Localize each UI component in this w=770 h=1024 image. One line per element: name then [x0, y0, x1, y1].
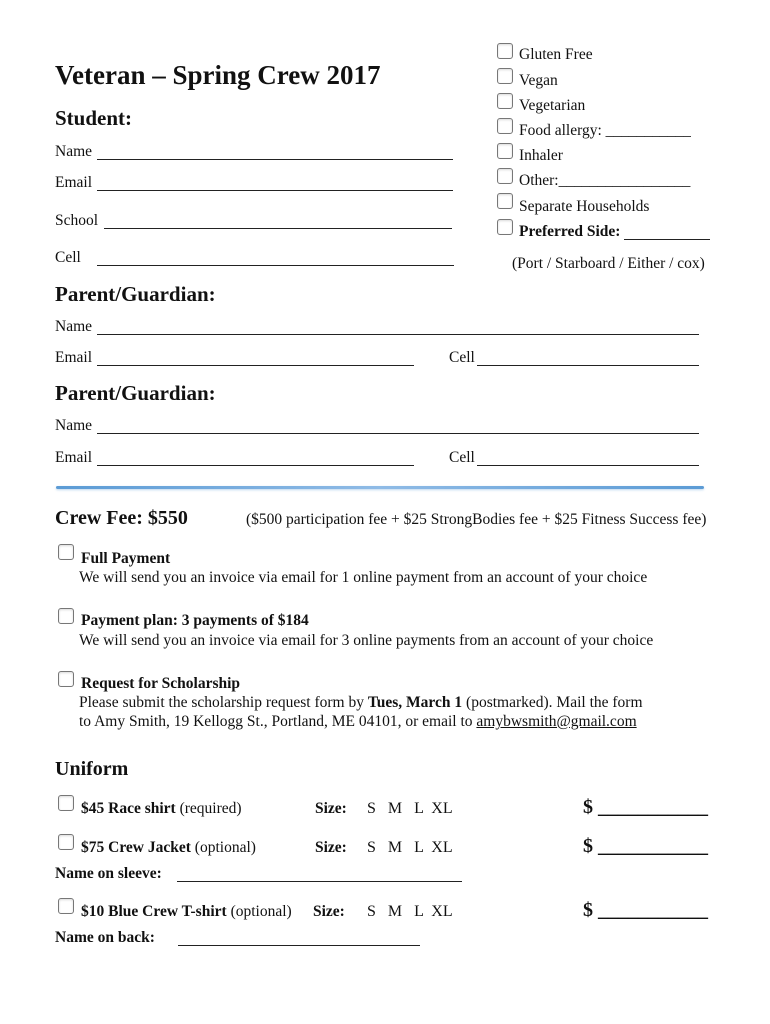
parent1-name-label: Name [55, 318, 93, 335]
student-cell-field[interactable] [97, 265, 454, 266]
race-shirt-label: $45 Race shirt (required) [81, 800, 242, 817]
parent1-email-label: Email [55, 349, 93, 366]
student-cell-label: Cell [55, 249, 81, 266]
full-payment-desc: We will send you an invoice via email for 1 online payment from an account of your choice [79, 569, 648, 586]
student-email-label: Email [55, 174, 93, 191]
parent1-name-field[interactable] [97, 334, 699, 335]
parent1-heading: Parent/Guardian: [55, 282, 216, 306]
inhaler-checkbox[interactable] [497, 143, 513, 159]
student-email-field[interactable] [97, 190, 453, 191]
parent1-cell-label: Cell [449, 349, 475, 366]
back-name-label: Name on back: [55, 929, 155, 946]
full-payment-title: Full Payment [81, 550, 171, 567]
parent2-name-field[interactable] [97, 433, 699, 434]
parent2-cell-label: Cell [449, 449, 475, 466]
tshirt-size-label: Size: [313, 903, 345, 920]
parent2-email-label: Email [55, 449, 93, 466]
vegan-checkbox[interactable] [497, 68, 513, 84]
uniform-heading: Uniform [55, 758, 129, 780]
section-divider [56, 486, 704, 489]
tshirt-label: $10 Blue Crew T-shirt (optional) [81, 903, 292, 920]
parent2-cell-field[interactable] [477, 465, 699, 466]
student-name-field[interactable] [97, 159, 453, 160]
vegan-label: Vegan [519, 72, 558, 89]
parent2-name-label: Name [55, 417, 93, 434]
back-name-field[interactable] [178, 945, 420, 946]
crew-jacket-checkbox[interactable] [58, 834, 74, 850]
payment-plan-title: Payment plan: 3 payments of $184 [81, 612, 309, 629]
race-shirt-checkbox[interactable] [58, 795, 74, 811]
scholarship-email-link[interactable]: amybwsmith@gmail.com [476, 713, 637, 730]
sleeve-name-field[interactable] [177, 881, 462, 882]
gluten-free-checkbox[interactable] [497, 43, 513, 59]
other-checkbox[interactable] [497, 168, 513, 184]
inhaler-label: Inhaler [519, 147, 563, 164]
student-name-label: Name [55, 143, 93, 160]
food-allergy-label[interactable]: Food allergy: ___________ [519, 122, 691, 139]
crew-fee-breakdown: ($500 participation fee + $25 StrongBodies fee + $25 Fitness Success fee) [246, 511, 707, 528]
scholarship-title: Request for Scholarship [81, 675, 241, 692]
student-school-label: School [55, 212, 99, 229]
parent2-heading: Parent/Guardian: [55, 381, 216, 405]
parent1-email-field[interactable] [97, 365, 414, 366]
race-shirt-amount[interactable]: $ ___________ [583, 796, 708, 818]
tshirt-sizes[interactable]: S M L XL [367, 903, 453, 920]
crew-jacket-amount[interactable]: $ ___________ [583, 835, 708, 857]
food-allergy-checkbox[interactable] [497, 118, 513, 134]
race-shirt-size-label: Size: [315, 800, 347, 817]
crew-jacket-sizes[interactable]: S M L XL [367, 839, 453, 856]
separate-households-label: Separate Households [519, 198, 650, 215]
separate-households-checkbox[interactable] [497, 193, 513, 209]
crew-jacket-label: $75 Crew Jacket (optional) [81, 839, 256, 856]
side-choices-text: (Port / Starboard / Either / cox) [512, 255, 705, 272]
payment-plan-checkbox[interactable] [58, 608, 74, 624]
student-school-field[interactable] [104, 228, 452, 229]
scholarship-line2: to Amy Smith, 19 Kellogg St., Portland, ME 04101, or email to amybwsmith@gmail.com [79, 713, 637, 730]
tshirt-amount[interactable]: $ ___________ [583, 899, 708, 921]
other-label[interactable]: Other:_________________ [519, 172, 691, 189]
scholarship-checkbox[interactable] [58, 671, 74, 687]
parent2-email-field[interactable] [97, 465, 414, 466]
preferred-side-checkbox[interactable] [497, 219, 513, 235]
preferred-side-label: Preferred Side: [519, 223, 621, 240]
sleeve-name-label: Name on sleeve: [55, 865, 162, 882]
vegetarian-checkbox[interactable] [497, 93, 513, 109]
preferred-side-field[interactable] [624, 239, 710, 240]
full-payment-checkbox[interactable] [58, 544, 74, 560]
parent1-cell-field[interactable] [477, 365, 699, 366]
payment-plan-desc: We will send you an invoice via email for 3 online payments from an account of your choice [79, 632, 654, 649]
page-title: Veteran – Spring Crew 2017 [55, 60, 381, 90]
gluten-free-label: Gluten Free [519, 46, 593, 63]
vegetarian-label: Vegetarian [519, 97, 586, 114]
scholarship-line1: Please submit the scholarship request form by Tues, March 1 (postmarked). Mail the form [79, 694, 643, 711]
race-shirt-sizes[interactable]: S M L XL [367, 800, 453, 817]
tshirt-checkbox[interactable] [58, 898, 74, 914]
crew-fee-heading: Crew Fee: $550 [55, 507, 188, 529]
crew-jacket-size-label: Size: [315, 839, 347, 856]
student-heading: Student: [55, 106, 133, 130]
